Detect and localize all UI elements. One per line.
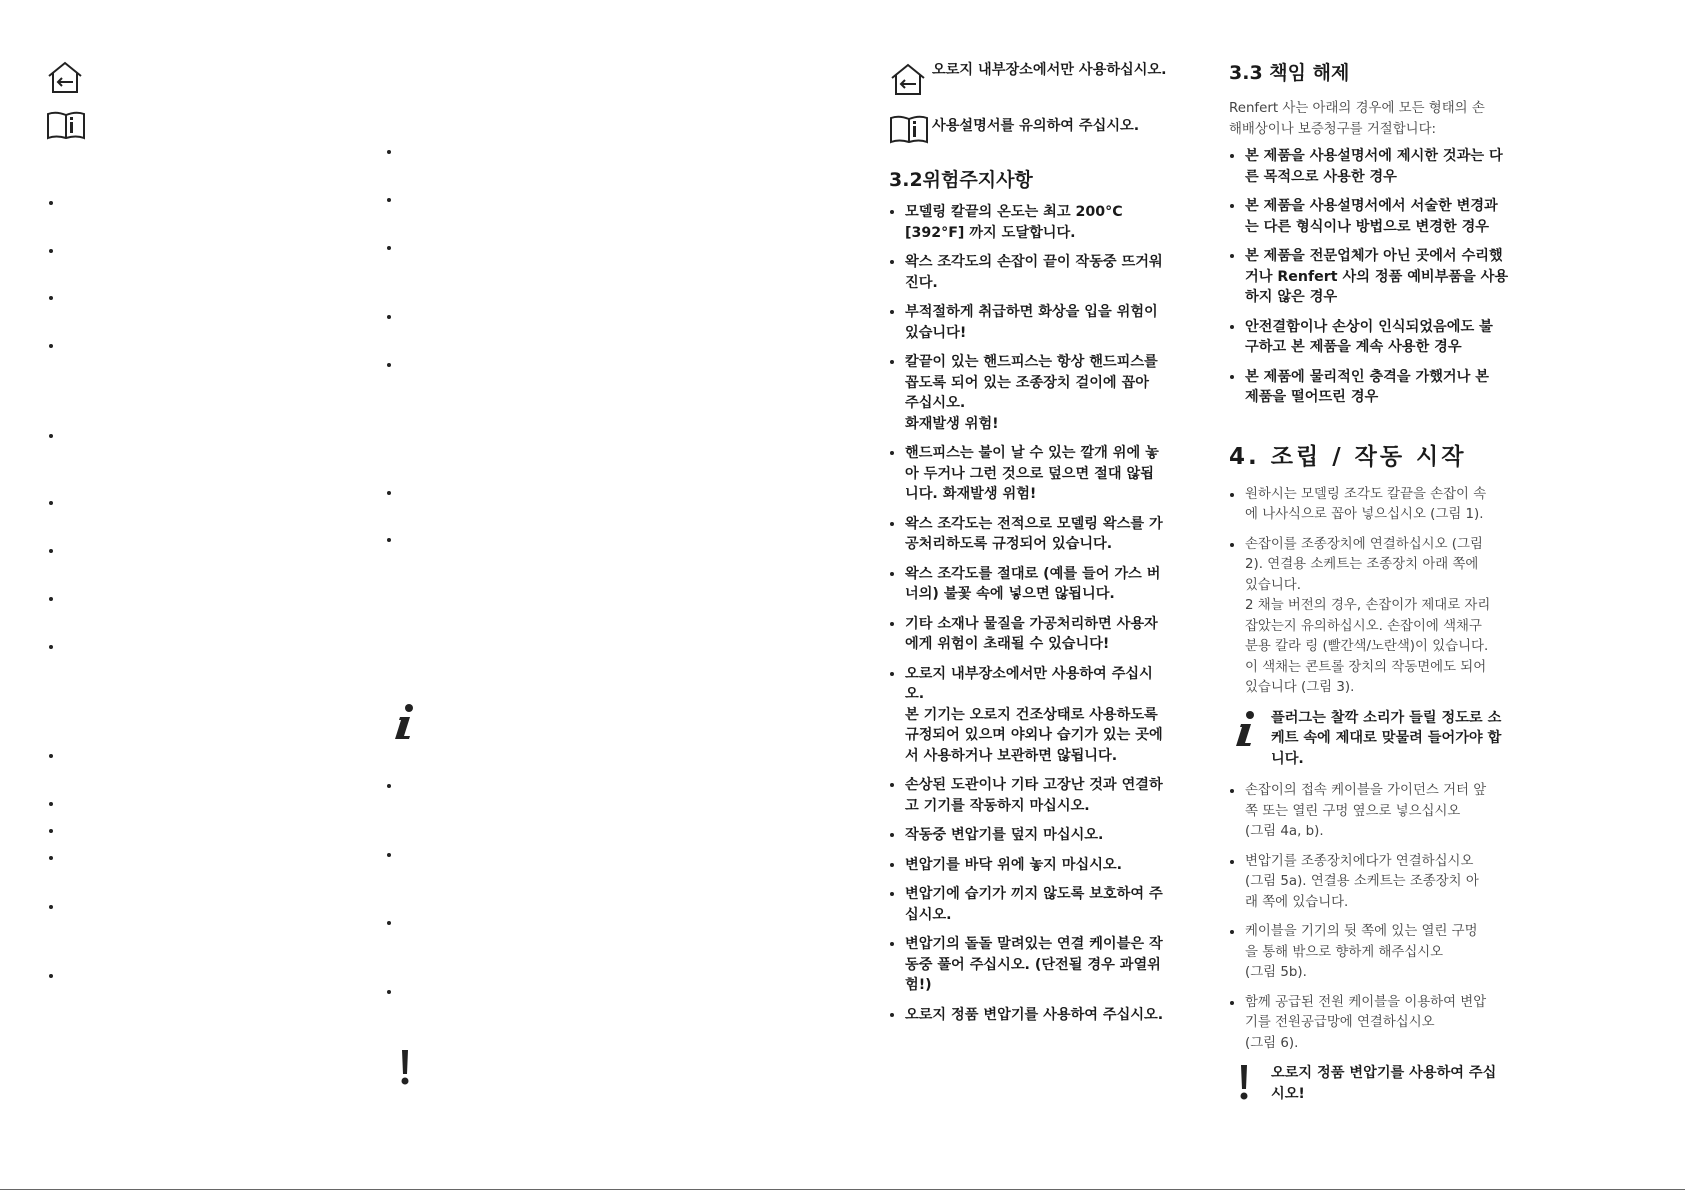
assembly-step: 손잡이의 접속 케이블을 가이던스 거터 앞 쪽 또는 열린 구멍 옆으로 넣으십시오 (그림 4a, b). <box>1229 781 1534 843</box>
bullet-marker <box>49 645 53 649</box>
bullet-marker <box>387 853 391 857</box>
exclamation-icon <box>399 1050 411 1086</box>
hazard-item: 기타 소재나 물질을 가공처리하면 사용자 에게 위험이 초래될 수 있습니다! <box>889 614 1194 655</box>
manual-text: 사용설명서를 유의하여 주십시오. <box>932 118 1140 134</box>
hazard-item: 부적절하게 취급하면 화상을 입을 위험이 있습니다! <box>889 302 1194 343</box>
bullet-marker <box>49 249 53 253</box>
hazard-list <box>889 202 1194 1025</box>
hazard-item: 변압기의 돌돌 말려있는 연결 케이블은 작 동중 풀어 주십시오. (단전될 경우 과열위 험!) <box>889 934 1194 996</box>
indoor-use-note <box>889 60 1194 100</box>
indoor-use-text: 오로지 내부장소에서만 사용하십시오. <box>932 62 1167 78</box>
info-icon <box>392 703 418 741</box>
bullet-marker <box>387 538 391 542</box>
bullet-marker <box>387 784 391 788</box>
bullet-marker <box>49 201 53 205</box>
liability-item: 본 제품을 전문업체가 아닌 곳에서 수리했 거나 Renfert 사의 정품 예비부품을 사용 하지 않은 경우 <box>1229 246 1534 308</box>
bullet-marker <box>49 597 53 601</box>
bullet-marker <box>49 434 53 438</box>
warning-note-text: 오로지 정품 변압기를 사용하여 주십 시오! <box>1271 1065 1497 1102</box>
hazard-item: 왁스 조각도의 손잡이 끝이 작동중 뜨거워 진다. <box>889 252 1194 293</box>
hazard-item: 왁스 조각도는 전적으로 모델링 왁스를 가 공처리하도록 규정되어 있습니다. <box>889 514 1194 555</box>
assembly-steps <box>1229 485 1534 699</box>
bullet-marker <box>387 363 391 367</box>
assembly-step: 함께 공급된 전원 케이블을 이용하여 변압 기를 전원공급망에 연결하십시오 (그림 6). <box>1229 993 1534 1055</box>
bullet-marker <box>49 856 53 860</box>
hazard-item: 오로지 정품 변압기를 사용하여 주십시오. <box>889 1005 1194 1026</box>
bullet-marker <box>49 829 53 833</box>
bullet-marker <box>49 549 53 553</box>
bullet-marker <box>387 990 391 994</box>
liability-list <box>1229 146 1534 408</box>
info-note-text: 플러그는 찰깍 소리가 들릴 정도로 소 케트 속에 제대로 맞물려 들어가야 합 니다. <box>1271 709 1502 767</box>
bullet-marker <box>387 491 391 495</box>
hazard-column <box>889 60 1194 1034</box>
hazard-item: 왁스 조각도를 절대로 (예를 들어 가스 버 너의) 불꽃 속에 넣으면 않됩니다. <box>889 564 1194 605</box>
assembly-step: 변압기를 조종장치에다가 연결하십시오 (그림 5a). 연결용 소케트는 조종장치 아 래 쪽에 있습니다. <box>1229 852 1534 914</box>
assembly-step: 손잡이를 조종장치에 연결하십시오 (그림 2). 연결용 소케트는 조종장치 아래 쪽에 있습니다. 2 채늘 버전의 경우, 손잡이가 제대로 자리 잡았는지 유의하십시오. 손잡이에 색채구 분용 칼라 링 (빨간색/노란색)이 있습니다. 이 색채는 콘트롤 장치의 작동면에도 되어 있습니다 (그림 3). <box>1229 535 1534 699</box>
bullet-marker <box>49 344 53 348</box>
hazard-item: 칼끝이 있는 핸드피스는 항상 핸드피스를 꼽도록 되어 있는 조종장치 걸이에 꼽아 주십시오. 화재발생 위험! <box>889 352 1194 434</box>
bullet-marker <box>49 501 53 505</box>
house-indoor-icon <box>46 60 84 94</box>
bullet-marker <box>49 754 53 758</box>
manual-info-icon <box>889 114 929 144</box>
section-heading-3-3: 3.3 책임 해제 <box>1229 62 1350 84</box>
section-heading-4: 4. 조립 / 작동 시작 <box>1229 443 1467 470</box>
house-indoor-icon <box>889 62 927 96</box>
bullet-marker <box>49 802 53 806</box>
liability-item: 본 제품을 사용설명서에서 서술한 변경과 는 다른 형식이나 방법으로 변경한 경우 <box>1229 196 1534 237</box>
liability-intro: Renfert 사는 아래의 경우에 모든 형태의 손 해배상이나 보증청구를 거절합니다: <box>1229 101 1485 137</box>
hazard-item: 모델링 칼끝의 온도는 최고 200°C [392°F] 까지 도달합니다. <box>889 202 1194 243</box>
assembly-column <box>1229 58 1534 1104</box>
bullet-marker <box>49 974 53 978</box>
liability-item: 본 제품에 물리적인 충격을 가했거나 본 제품을 떨어뜨린 경우 <box>1229 367 1534 408</box>
assembly-step: 원하시는 모델링 조각도 칼끝을 손잡이 속 에 나사식으로 꼽아 넣으십시오 (그림 1). <box>1229 485 1534 526</box>
info-note <box>1229 708 1534 770</box>
manual-info-icon <box>46 110 86 140</box>
bullet-marker <box>387 246 391 250</box>
assembly-steps-continued <box>1229 781 1534 1054</box>
liability-item: 본 제품을 사용설명서에 제시한 것과는 다 른 목적으로 사용한 경우 <box>1229 146 1534 187</box>
bullet-marker <box>387 150 391 154</box>
hazard-item: 작동중 변압기를 덮지 마십시오. <box>889 825 1194 846</box>
page-bottom-rule <box>0 1189 1685 1190</box>
hazard-item: 변압기를 바닥 위에 놓지 마십시오. <box>889 855 1194 876</box>
section-heading-3-2: 3.2위험주지사항 <box>889 169 1033 191</box>
hazard-item: 손상된 도관이나 기타 고장난 것과 연결하 고 기기를 작동하지 마십시오. <box>889 775 1194 816</box>
hazard-item: 핸드피스는 불이 날 수 있는 깔개 위에 놓 아 두거나 그런 것으로 덮으면 절대 않됩 니다. 화재발생 위험! <box>889 443 1194 505</box>
hazard-item: 변압기에 습기가 끼지 않도록 보호하여 주 십시오. <box>889 884 1194 925</box>
assembly-step: 케이블을 기기의 뒷 쪽에 있는 열린 구멍 을 통해 밖으로 향하게 해주십시오 (그림 5b). <box>1229 922 1534 984</box>
manual-note <box>889 110 1194 150</box>
bullet-marker <box>387 198 391 202</box>
warning-note <box>1229 1063 1534 1104</box>
info-icon <box>1233 710 1259 748</box>
bullet-marker <box>387 921 391 925</box>
liability-item: 안전결함이나 손상이 인식되었음에도 불 구하고 본 제품을 계속 사용한 경우 <box>1229 317 1534 358</box>
bullet-marker <box>49 296 53 300</box>
exclamation-icon <box>1238 1065 1250 1101</box>
bullet-marker <box>387 315 391 319</box>
hazard-item: 오로지 내부장소에서만 사용하여 주십시 오. 본 기기는 오로지 건조상태로 사용하도록 규정되어 있으며 야외나 습기가 있는 곳에 서 사용하거나 보관하면 않됩니다. <box>889 664 1194 767</box>
bullet-marker <box>49 905 53 909</box>
